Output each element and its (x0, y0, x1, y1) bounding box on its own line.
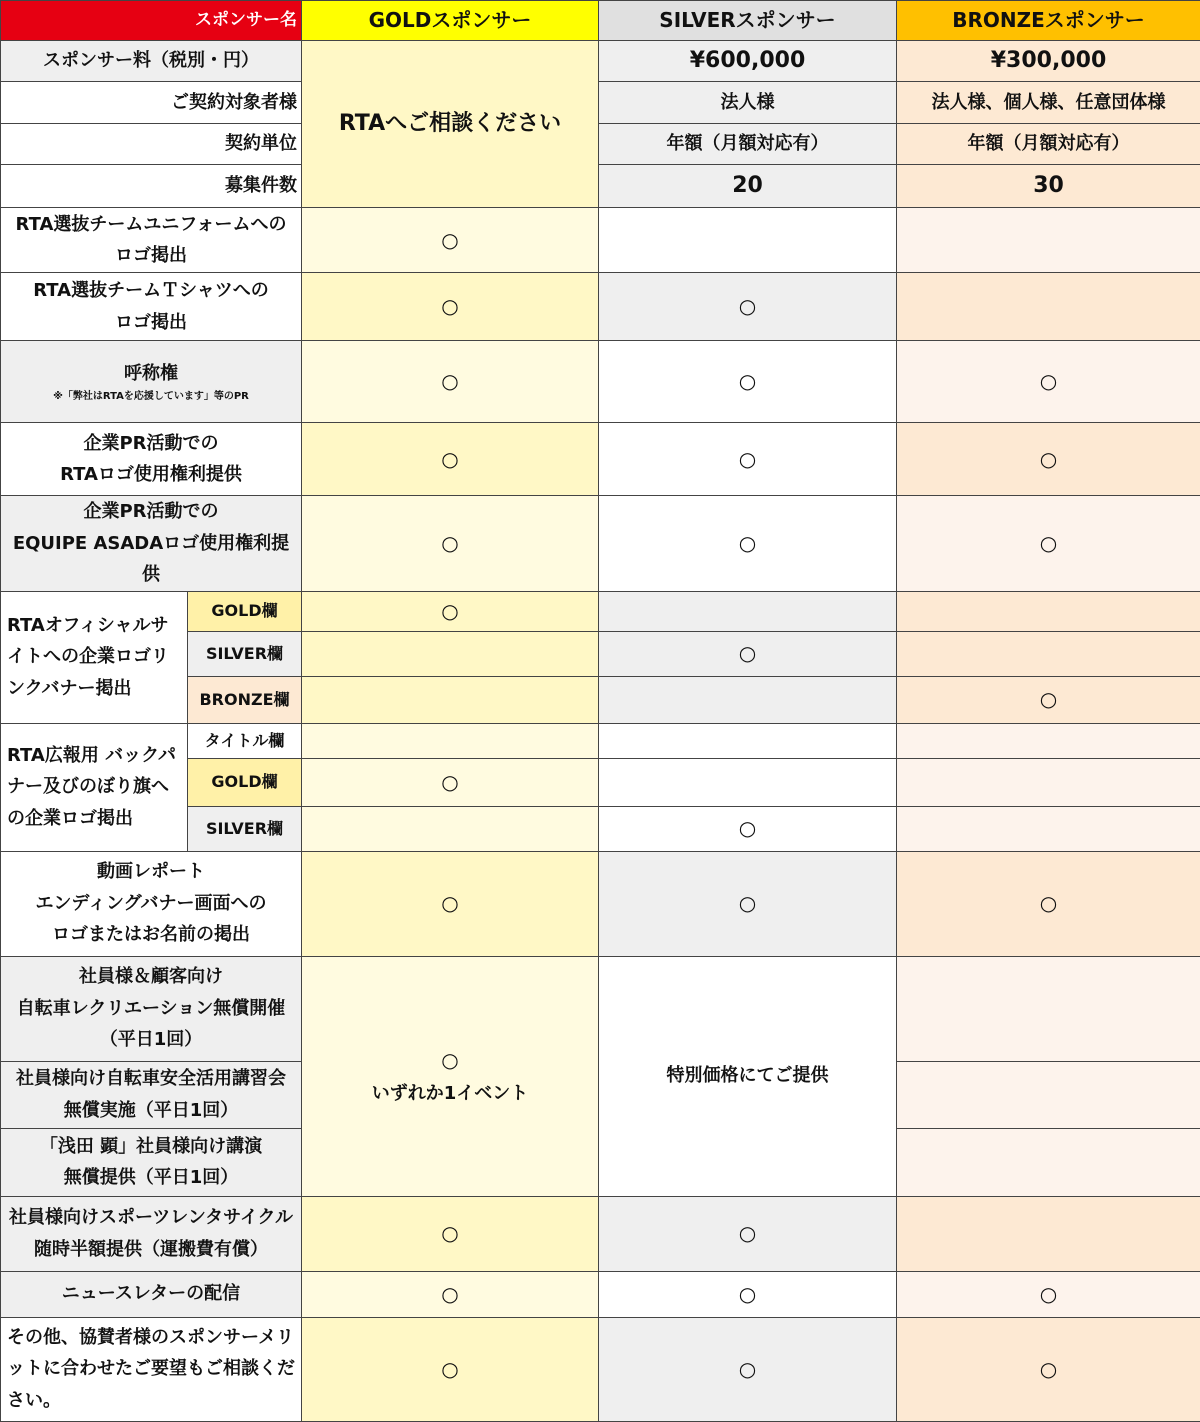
target-label: ご契約対象者様 (1, 82, 302, 124)
rental-gold-mark: ○ (302, 1196, 599, 1271)
other-silver-mark: ○ (599, 1317, 897, 1421)
video-gold-mark: ○ (302, 851, 599, 956)
backpanel-gold-bronze-cell (897, 758, 1200, 806)
website-gold-bronze-cell (897, 591, 1200, 631)
newsletter-silver-mark: ○ (599, 1271, 897, 1317)
safety-label: 社員様向け自転車安全活用講習会 無償実施（平日1回） (1, 1061, 302, 1128)
bronze-count: 30 (897, 165, 1200, 208)
uniform-gold-mark: ○ (302, 208, 599, 273)
naming-label: 呼称権 ※「弊社はRTAを応援しています」等のPR (1, 341, 302, 423)
recreation-bronze-cell (897, 956, 1200, 1061)
uniform-silver-cell (599, 208, 897, 273)
naming-gold-mark: ○ (302, 341, 599, 423)
rta-logo-bronze-mark: ○ (897, 423, 1200, 496)
bronze-header: BRONZEスポンサー (897, 1, 1200, 41)
backpanel-silver-bronze-cell (897, 806, 1200, 851)
equipe-logo-gold-mark: ○ (302, 496, 599, 592)
website-bronze-silver-cell (599, 676, 897, 723)
lecture-label: 「浅田 顕」社員様向け講演 無償提供（平日1回） (1, 1128, 302, 1196)
bronze-target: 法人様、個人様、任意団体様 (897, 82, 1200, 124)
other-label: その他、協賛者様のスポンサーメリットに合わせたご要望もご相談ください。 (1, 1317, 302, 1421)
silver-fee: ¥600,000 (599, 41, 897, 82)
backpanel-gold-sublabel: GOLD欄 (188, 758, 302, 806)
silver-header: SILVERスポンサー (599, 1, 897, 41)
website-silver-gold-cell (302, 631, 599, 676)
website-gold-mark: ○ (302, 591, 599, 631)
backpanel-title-sublabel: タイトル欄 (188, 723, 302, 758)
rental-label: 社員様向けスポーツレンタサイクル 随時半額提供（運搬費有償） (1, 1196, 302, 1271)
events-gold-note: いずれか1イベント (306, 1078, 594, 1110)
newsletter-label: ニュースレターの配信 (1, 1271, 302, 1317)
backpanel-silver-sublabel: SILVER欄 (188, 806, 302, 851)
naming-bronze-mark: ○ (897, 341, 1200, 423)
rta-logo-gold-mark: ○ (302, 423, 599, 496)
website-bronze-sublabel: BRONZE欄 (188, 676, 302, 723)
newsletter-gold-mark: ○ (302, 1271, 599, 1317)
count-label: 募集件数 (1, 165, 302, 208)
tshirt-label: RTA選抜チームＴシャツへの ロゴ掲出 (1, 273, 302, 341)
tshirt-bronze-cell (897, 273, 1200, 341)
backpanel-title-bronze-cell (897, 723, 1200, 758)
gold-consult: RTAへご相談ください (302, 41, 599, 208)
rental-silver-mark: ○ (599, 1196, 897, 1271)
silver-unit: 年額（月額対応有） (599, 124, 897, 165)
backpanel-gold-silver-cell (599, 758, 897, 806)
backpanel-silver-mark: ○ (599, 806, 897, 851)
rental-bronze-cell (897, 1196, 1200, 1271)
bronze-unit: 年額（月額対応有） (897, 124, 1200, 165)
rta-logo-silver-mark: ○ (599, 423, 897, 496)
fee-label: スポンサー料（税別・円） (1, 41, 302, 82)
bronze-fee: ¥300,000 (897, 41, 1200, 82)
uniform-label: RTA選抜チームユニフォームへの ロゴ掲出 (1, 208, 302, 273)
website-bronze-mark: ○ (897, 676, 1200, 723)
other-bronze-mark: ○ (897, 1317, 1200, 1421)
equipe-logo-silver-mark: ○ (599, 496, 897, 592)
equipe-logo-label: 企業PR活動での EQUIPE ASADAロゴ使用権利提供 (1, 496, 302, 592)
silver-target: 法人様 (599, 82, 897, 124)
unit-label: 契約単位 (1, 124, 302, 165)
events-gold-cell (302, 956, 599, 1196)
website-bronze-gold-cell (302, 676, 599, 723)
tshirt-gold-mark: ○ (302, 273, 599, 341)
events-gold-mark: ○ (306, 1043, 594, 1078)
naming-silver-mark: ○ (599, 341, 897, 423)
backpanel-label: RTA広報用 バックパナー及びのぼり旗への企業ロゴ掲出 (1, 723, 188, 851)
rta-logo-label: 企業PR活動での RTAロゴ使用権利提供 (1, 423, 302, 496)
website-banner-label: RTAオフィシャルサイトへの企業ロゴリンクバナー掲出 (1, 591, 188, 723)
safety-bronze-cell (897, 1061, 1200, 1128)
backpanel-silver-gold-cell (302, 806, 599, 851)
equipe-logo-bronze-mark: ○ (897, 496, 1200, 592)
video-label: 動画レポート エンディングバナー画面への ロゴまたはお名前の掲出 (1, 851, 302, 956)
silver-count: 20 (599, 165, 897, 208)
website-gold-sublabel: GOLD欄 (188, 591, 302, 631)
gold-header: GOLDスポンサー (302, 1, 599, 41)
recreation-label: 社員様＆顧客向け 自転車レクリエーション無償開催 （平日1回） (1, 956, 302, 1061)
website-gold-silver-cell (599, 591, 897, 631)
lecture-bronze-cell (897, 1128, 1200, 1196)
video-bronze-mark: ○ (897, 851, 1200, 956)
backpanel-gold-mark: ○ (302, 758, 599, 806)
newsletter-bronze-mark: ○ (897, 1271, 1200, 1317)
backpanel-title-silver-cell (599, 723, 897, 758)
backpanel-title-gold-cell (302, 723, 599, 758)
website-silver-bronze-cell (897, 631, 1200, 676)
sponsor-name-header: スポンサー名 (1, 1, 302, 41)
website-silver-sublabel: SILVER欄 (188, 631, 302, 676)
other-gold-mark: ○ (302, 1317, 599, 1421)
website-silver-mark: ○ (599, 631, 897, 676)
tshirt-silver-mark: ○ (599, 273, 897, 341)
uniform-bronze-cell (897, 208, 1200, 273)
video-silver-mark: ○ (599, 851, 897, 956)
events-silver-cell: 特別価格にてご提供 (599, 956, 897, 1196)
